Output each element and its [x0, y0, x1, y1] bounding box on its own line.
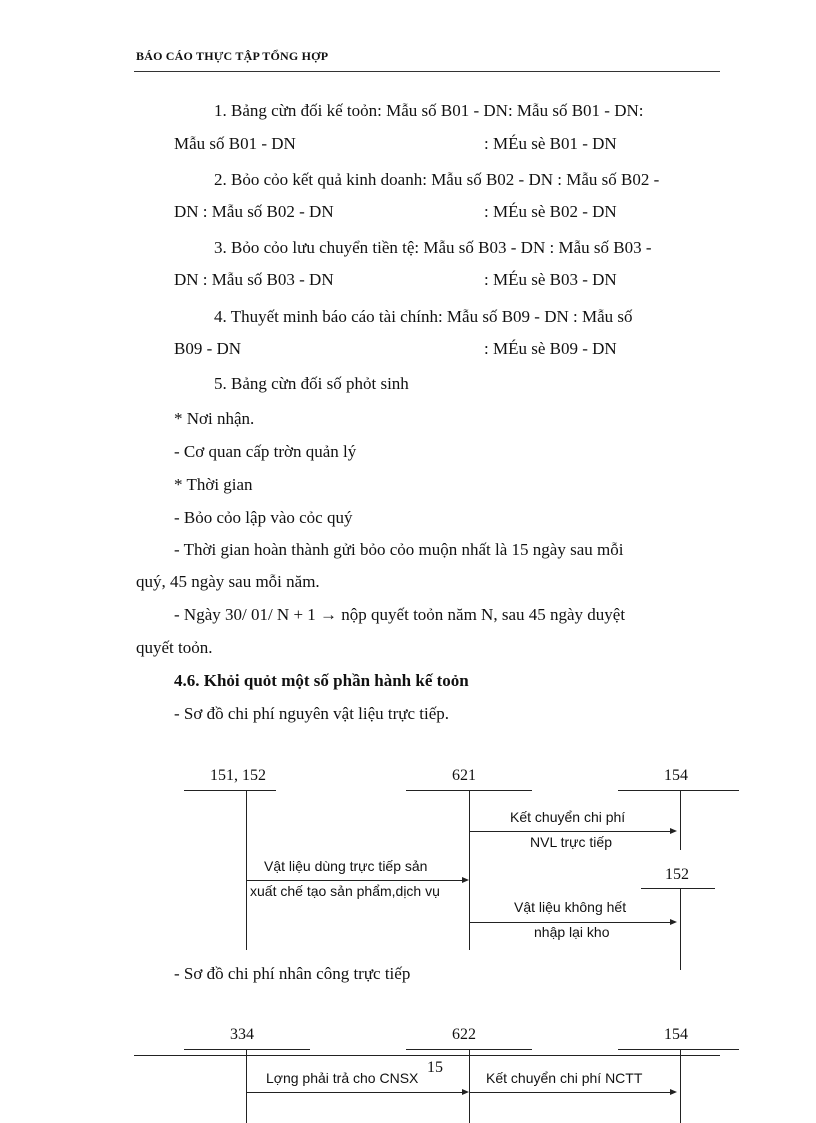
form-item-4-line2b: : MÉu sè B09 - DN [484, 339, 617, 358]
t-account-154-stem-2 [680, 1049, 681, 1123]
account-151-152-label: 151, 152 [210, 767, 266, 784]
t-account-154-top-2 [618, 1049, 739, 1050]
t-account-334-top [184, 1049, 310, 1050]
arrow-151-to-621 [247, 880, 462, 881]
form-item-1-line1: 1. Bảng cừn đối kế toỏn: Mẫu số B01 - DN: Mẫu số B01 - DN: [214, 101, 644, 120]
account-622-label: 622 [452, 1026, 476, 1043]
account-621-label: 621 [452, 767, 476, 784]
t-account-622-stem [469, 1049, 470, 1123]
arrow-621-to-152 [470, 922, 670, 923]
settlement-line1: - Ngày 30/ 01/ N + 1 → nộp quyết toỏn năm N, sau 45 ngày duyệt [174, 605, 626, 624]
t-account-152-stem [680, 888, 681, 970]
footer-rule [134, 1055, 720, 1056]
t-account-154-top [618, 790, 739, 791]
account-154-label: 154 [664, 767, 688, 784]
form-item-3-line1: 3. Bỏo cỏo lưu chuyển tiền tệ: Mẫu số B03 - DN : Mẫu số B03 - [214, 238, 652, 257]
settlement-line2: quyết toỏn. [136, 638, 213, 657]
flow-materials-used-line2: xuất chế tạo sản phẩm,dịch vụ [250, 883, 440, 899]
arrow-621-to-154 [470, 831, 670, 832]
header-rule [134, 71, 720, 72]
arrow-head-622-to-154 [670, 1089, 677, 1095]
flow-wages-payable: Lợng phải trả cho CNSX [266, 1070, 419, 1086]
form-item-4-line1: 4. Thuyết minh báo cáo tài chính: Mẫu số B09 - DN : Mẫu số [214, 307, 633, 326]
flow-transfer-materials-line1: Kết chuyển chi phí [510, 809, 626, 825]
diagram2-caption: - Sơ đồ chi phí nhân công trực tiếp [174, 964, 411, 983]
flow-transfer-materials-line2: NVL trực tiếp [530, 834, 612, 850]
time-heading: * Thời gian [174, 475, 253, 494]
arrow-head-151-to-621 [462, 877, 469, 883]
t-account-151-152-top [184, 790, 276, 791]
deadline-line1: - Thời gian hoàn thành gửi bỏo cỏo muộn nhất là 15 ngày sau mỗi [174, 540, 624, 559]
arrow-622-to-154 [470, 1092, 670, 1093]
arrow-334-to-622 [247, 1092, 462, 1093]
form-item-2-line1: 2. Bỏo cỏo kết quả kinh doanh: Mẫu số B02 - DN : Mẫu số B02 - [214, 170, 660, 189]
t-account-154-stem [680, 790, 681, 850]
t-account-334-stem [246, 1049, 247, 1123]
diagram1-caption: - Sơ đồ chi phí nguyên vật liệu trực tiếp. [174, 704, 450, 723]
arrow-head-334-to-622 [462, 1089, 469, 1095]
flow-unused-materials-line2: nhập lại kho [534, 924, 610, 940]
account-152-label: 152 [665, 866, 689, 883]
arrow-head-621-to-154 [670, 828, 677, 834]
form-item-1-line2a: Mẫu số B01 - DN [174, 134, 296, 153]
flow-materials-used-line1: Vật liệu dùng trực tiếp sản [264, 858, 428, 874]
form-item-3-line2a: DN : Mẫu số B03 - DN [174, 270, 334, 289]
flow-unused-materials-line1: Vật liệu không hết [514, 899, 627, 915]
deadline-line2: quý, 45 ngày sau mỗi năm. [136, 572, 320, 591]
t-account-152-top [641, 888, 715, 889]
form-item-5: 5. Bảng cừn đối số phỏt sinh [214, 374, 409, 393]
account-154-label-2: 154 [664, 1026, 688, 1043]
recipient-heading: * Nơi nhận. [174, 409, 255, 428]
flow-transfer-labor: Kết chuyển chi phí NCTT [486, 1070, 643, 1086]
page-header-title: BÁO CÁO THỰC TẬP TỔNG HỢP [136, 49, 329, 63]
section-title: 4.6. Khỏi quỏt một số phần hành kế toỏn [174, 671, 469, 690]
form-item-2-line2b: : MÉu sè B02 - DN [484, 202, 617, 221]
page-number: 15 [427, 1059, 443, 1076]
t-account-621-stem [469, 790, 470, 950]
form-item-3-line2b: : MÉu sè B03 - DN [484, 270, 617, 289]
form-item-2-line2a: DN : Mẫu số B02 - DN [174, 202, 334, 221]
t-account-151-152-stem [246, 790, 247, 950]
form-item-1-line2b: : MÉu sè B01 - DN [484, 134, 617, 153]
time-value: - Bỏo cỏo lập vào cỏc quý [174, 508, 353, 527]
form-item-4-line2a: B09 - DN [174, 339, 242, 358]
arrow-head-621-to-152 [670, 919, 677, 925]
recipient-value: - Cơ quan cấp trờn quản lý [174, 442, 357, 461]
account-334-label: 334 [230, 1026, 254, 1043]
